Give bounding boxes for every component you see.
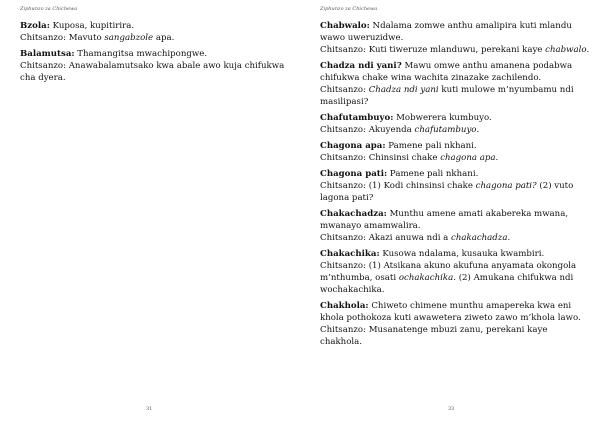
definition-line [20, 48, 286, 60]
definition: Pamene pali nkhani. [385, 141, 477, 151]
example-line [320, 232, 592, 244]
headword: Chakhola: [320, 301, 369, 311]
example-text: . [495, 153, 499, 163]
running-head: Ziphunzo za Chichewa [20, 6, 78, 12]
dictionary-entry [320, 300, 592, 348]
definition-line [20, 20, 286, 32]
example-italic: chagona pati? [475, 181, 537, 191]
example-text: (2) vuto lagona pati? [320, 181, 574, 203]
definition: Kusowa ndalama, kusauka kwambiri. [379, 249, 545, 259]
definition: Ndalama zomwe anthu amalipira kuti mlandu wawo uweruzidwe. [320, 21, 572, 43]
example-line [320, 84, 592, 108]
headword: Chakachika: [320, 249, 380, 259]
running-head: Ziphunzo za Chichewa [320, 6, 378, 12]
example-italic: Chadza ndi yani [368, 85, 439, 95]
definition: Pamene pali nkhani. [387, 169, 479, 179]
dictionary-entry [320, 168, 592, 204]
example-text: Chitsanzo: Anawabalamutsako kwa abale awo kuja chifukwa cha dyera. [20, 61, 285, 83]
right-page [300, 0, 600, 424]
example-text: . [586, 45, 590, 55]
dictionary-entry [320, 208, 592, 244]
headword: Chagona apa: [320, 141, 386, 151]
headword: Balamutsa: [20, 49, 75, 59]
dictionary-entry [320, 140, 592, 164]
example-text: Chitsanzo: Chinsinsi chake [320, 153, 441, 163]
example-line [320, 180, 592, 204]
example-italic: chafutambuyo [414, 125, 477, 135]
example-line [20, 60, 286, 84]
dictionary-entry [320, 60, 592, 108]
example-text: kuti mulowe m’nyumbamu ndi masilipasi? [320, 85, 574, 107]
example-text: Chitsanzo: Kuti tiweruze mlanduwu, perekani kaye [320, 45, 546, 55]
dictionary-entry [320, 20, 592, 56]
example-text: Chitsanzo: [320, 85, 369, 95]
definition: Kuposa, kupitirira. [49, 21, 135, 31]
headword: Chabwalo: [320, 21, 370, 31]
example-italic: chakachadza [451, 233, 508, 243]
example-italic: sangabzole [104, 33, 154, 43]
example-italic: chagona apa [440, 153, 496, 163]
example-text: apa. [153, 33, 175, 43]
example-line [320, 260, 592, 296]
example-text: . [476, 125, 480, 135]
example-italic: chabwalo [545, 45, 587, 55]
dictionary-entry [20, 48, 286, 84]
definition-line [320, 60, 592, 84]
dictionary-entry [20, 20, 286, 44]
example-line [320, 44, 592, 56]
definition: Thamangitsa mwachipongwe. [74, 49, 208, 59]
definition: Chiweto chimene munthu amapereka kwa eni khola pothokoza kuti awawetera ziweto zawo m’khola lawo. [320, 301, 581, 323]
definition: Mobwerera kumbuyo. [393, 113, 492, 123]
definition-line [320, 300, 592, 324]
example-text: . [507, 233, 511, 243]
headword: Bzola: [20, 21, 50, 31]
example-italic: ochakachika [398, 273, 454, 283]
example-text: Chitsanzo: Musanatenge mbuzi zanu, perekani kaye chakhola. [320, 325, 548, 347]
headword: Chakachadza: [320, 209, 387, 219]
definition-line [320, 140, 592, 152]
definition-line [320, 20, 592, 44]
page-content [20, 20, 286, 88]
headword: Chafutambuyo: [320, 113, 394, 123]
definition: Mawu omwe anthu amanena podabwa chifukwa chake wina wachita zinazake zachilendo. [320, 61, 573, 83]
definition-line [320, 168, 592, 180]
example-line [320, 124, 592, 136]
example-line [320, 324, 592, 348]
definition-line [320, 208, 592, 232]
definition-line [320, 112, 592, 124]
page-content [320, 20, 592, 352]
example-text: . (2) Amukana chifukwa ndi wochakachika. [320, 273, 574, 295]
definition-line [320, 248, 592, 260]
page-number: 33 [448, 406, 455, 412]
headword: Chagona pati: [320, 169, 388, 179]
example-text: Chitsanzo: Akuyenda [320, 125, 415, 135]
example-text: Chitsanzo: (1) Kodi chinsinsi chake [320, 181, 476, 191]
example-text: Chitsanzo: Akazi anuwa ndi a [320, 233, 452, 243]
example-line [20, 32, 286, 44]
dictionary-entry [320, 248, 592, 296]
dictionary-entry [320, 112, 592, 136]
example-line [320, 152, 592, 164]
definition: Munthu amene amati akabereka mwana, mwanayo amamwalira. [320, 209, 569, 231]
example-text: Chitsanzo: (1) Atsikana akuno akufuna anyamata okongola m’nthumba, osati [320, 261, 577, 283]
page-number: 31 [146, 406, 153, 412]
example-text: Chitsanzo: Mavuto [20, 33, 105, 43]
headword: Chadza ndi yani? [320, 61, 402, 71]
